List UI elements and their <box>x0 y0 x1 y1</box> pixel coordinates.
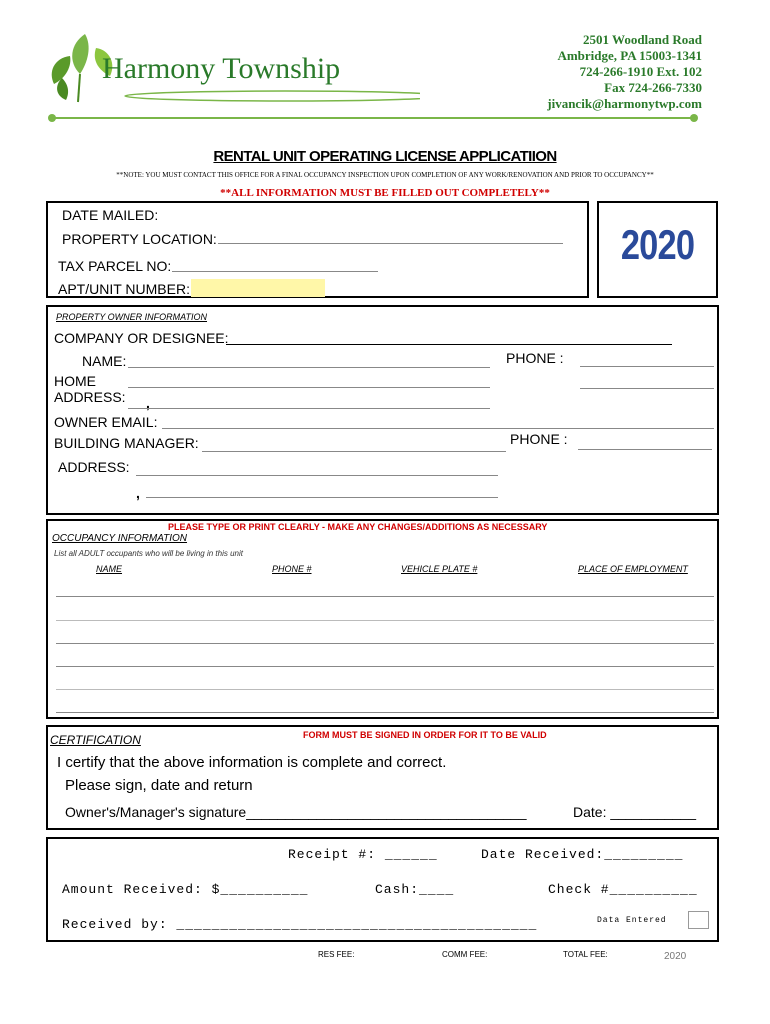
occupant-row-6[interactable] <box>56 712 714 713</box>
receipt-field[interactable]: Receipt #: ______ <box>288 847 438 862</box>
address-city: Ambridge, PA 15003-1341 <box>557 48 702 63</box>
home-address-field[interactable] <box>128 387 490 388</box>
check-number-field[interactable]: Check #__________ <box>548 882 698 897</box>
year-label: 2020 <box>620 221 695 268</box>
header-divider <box>52 117 696 119</box>
apt-unit-field[interactable] <box>191 279 325 297</box>
manager-address-label: ADDRESS: <box>58 459 130 475</box>
divider-dot-right <box>690 114 698 122</box>
cash-field[interactable]: Cash:____ <box>375 882 455 897</box>
name-field[interactable] <box>128 367 490 368</box>
owner-email-label: OWNER EMAIL: <box>54 414 158 430</box>
township-logo <box>40 26 420 106</box>
divider-dot-left <box>48 114 56 122</box>
manager-phone-label: PHONE : <box>510 431 568 447</box>
tax-parcel-field[interactable] <box>172 271 378 272</box>
manager-phone-field[interactable] <box>578 449 712 450</box>
manager-address-field-2[interactable] <box>146 497 498 498</box>
date-mailed-label: DATE MAILED: <box>62 207 159 223</box>
address-comma: , <box>146 395 150 411</box>
company-field[interactable] <box>226 344 672 345</box>
logo-text: Harmony Township <box>102 52 341 85</box>
home-address-field-2[interactable] <box>128 408 490 409</box>
manager-address-field[interactable] <box>136 475 498 476</box>
data-entered-checkbox[interactable] <box>688 911 709 929</box>
property-location-field[interactable] <box>218 243 563 244</box>
certification-notice: FORM MUST BE SIGNED IN ORDER FOR IT TO BE VALID <box>303 730 547 740</box>
occupant-row-4[interactable] <box>56 666 714 667</box>
form-title: RENTAL UNIT OPERATING LICENSE APPLICATIION <box>213 148 557 165</box>
address-phone: 724-266-1910 Ext. 102 <box>579 64 702 79</box>
comm-fee-label: COMM FEE: <box>442 950 488 959</box>
date-received-field[interactable]: Date Received:_________ <box>481 847 684 862</box>
form-warning: **ALL INFORMATION MUST BE FILLED OUT COMPLETELY** <box>220 187 550 199</box>
occupancy-section-title: OCCUPANCY INFORMATION <box>52 533 188 544</box>
manager-address-comma: , <box>136 485 140 501</box>
phone-label: PHONE : <box>506 350 564 366</box>
phone-field-2[interactable] <box>580 388 714 389</box>
certification-statement: I certify that the above information is complete and correct. <box>57 754 447 771</box>
occupant-row-2[interactable] <box>56 620 714 621</box>
township-address <box>547 32 702 112</box>
phone-field[interactable] <box>580 366 714 367</box>
home-address-label: ADDRESS: <box>54 389 126 405</box>
home-label: HOME <box>54 373 96 389</box>
amount-received-field[interactable]: Amount Received: $__________ <box>62 882 309 897</box>
form-note: **NOTE: YOU MUST CONTACT THIS OFFICE FOR A FINAL OCCUPANCY INSPECTION UPON COMPLETION OF ANY WORK/RENOVATION AND PRIOR TO OCCUPANCY** <box>116 171 654 179</box>
occupant-row-3[interactable] <box>56 643 714 644</box>
property-location-label: PROPERTY LOCATION: <box>62 231 217 247</box>
tax-parcel-label: TAX PARCEL NO: <box>58 258 172 274</box>
column-name: NAME <box>96 564 123 574</box>
company-label: COMPANY OR DESIGNEE: <box>54 330 229 346</box>
address-street: 2501 Woodland Road <box>583 32 702 47</box>
res-fee-label: RES FEE: <box>318 950 355 959</box>
certification-instruction: Please sign, date and return <box>65 777 253 794</box>
building-manager-label: BUILDING MANAGER: <box>54 435 199 451</box>
column-phone: PHONE # <box>272 564 312 574</box>
occupant-row-1[interactable] <box>56 596 714 597</box>
occupancy-subtitle: List all ADULT occupants who will be living in this unit <box>54 549 243 558</box>
total-fee-label: TOTAL FEE: <box>563 950 608 959</box>
signature-date-field[interactable]: Date: ___________ <box>573 804 696 820</box>
certification-title: CERTIFICATION <box>50 733 141 747</box>
address-email: jivancik@harmonytwp.com <box>547 96 702 111</box>
signature-field[interactable]: Owner's/Manager's signature____________________________________ <box>65 804 527 820</box>
occupant-row-5[interactable] <box>56 689 714 690</box>
name-label: NAME: <box>82 353 127 369</box>
owner-email-field[interactable] <box>162 428 714 429</box>
owner-section-title: PROPERTY OWNER INFORMATION <box>56 312 208 322</box>
address-fax: Fax 724-266-7330 <box>604 80 702 95</box>
apt-unit-label: APT/UNIT NUMBER: <box>58 281 190 297</box>
column-employment: PLACE OF EMPLOYMENT <box>578 564 688 574</box>
received-by-field[interactable]: Received by: _________________________________________ <box>62 917 538 932</box>
column-vehicle-plate: VEHICLE PLATE # <box>401 564 478 574</box>
occupancy-notice: PLEASE TYPE OR PRINT CLEARLY - MAKE ANY CHANGES/ADDITIONS AS NECESSARY <box>168 522 548 532</box>
building-manager-field[interactable] <box>202 451 506 452</box>
form-year-footer: 2020 <box>664 951 687 962</box>
data-entered-label: Data Entered <box>597 916 667 925</box>
